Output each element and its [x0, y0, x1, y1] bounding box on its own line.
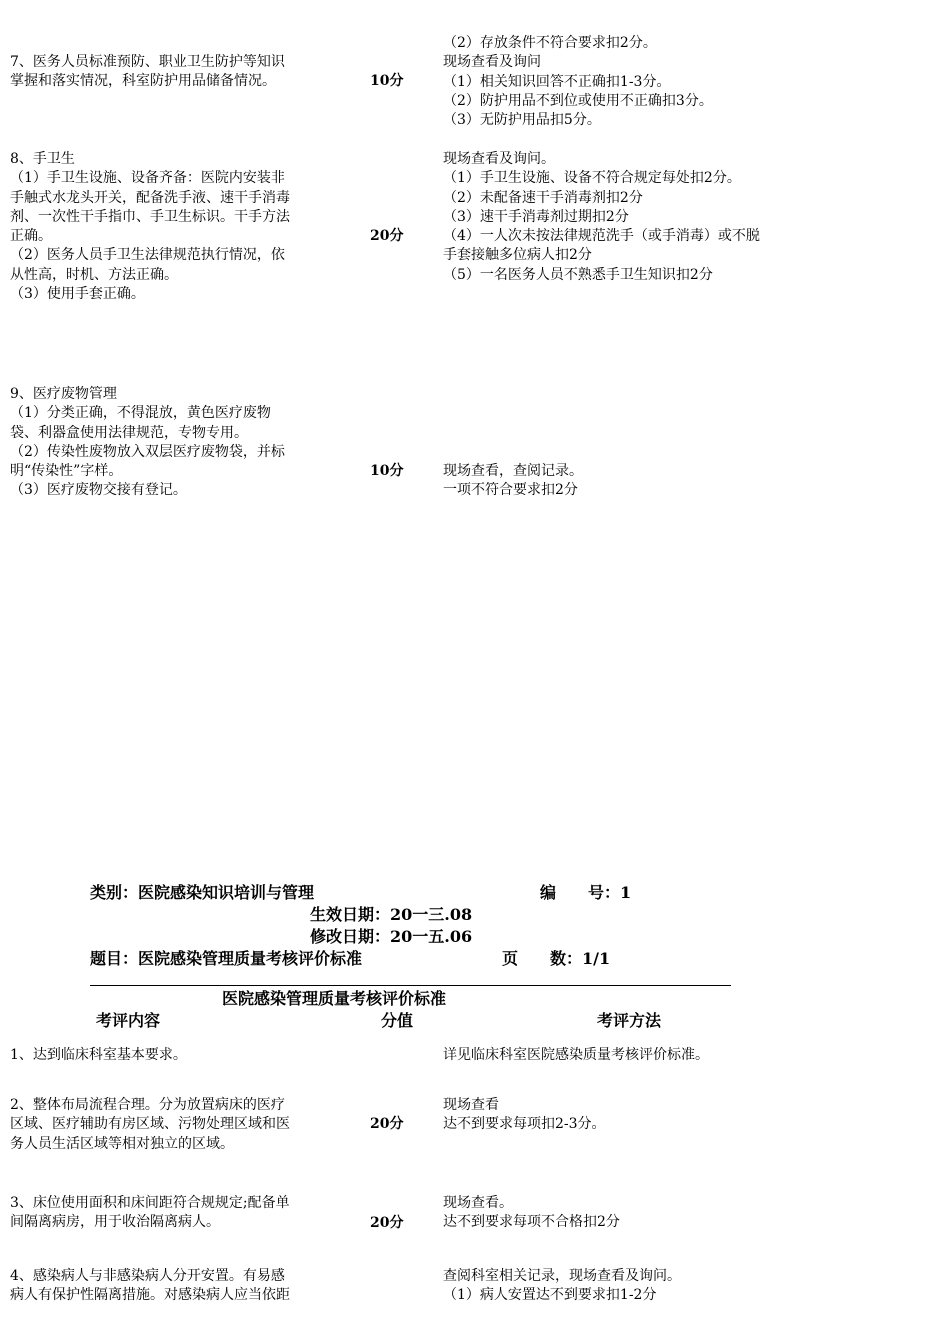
row4-content: 4、感染病人与非感染病人分开安置。有易感 病人有保护性隔离措施。对感染病人应当依距	[10, 1268, 290, 1304]
doc-pages: 页 数：1/1	[502, 949, 611, 968]
row3-score: 20分	[370, 1215, 404, 1231]
table-title: 医院感染管理质量考核评价标准	[222, 989, 447, 1008]
row3-method: 现场查看。 达不到要求每项不合格扣2分	[443, 1195, 620, 1231]
column-header-content: 考评内容	[96, 1011, 161, 1030]
row4-method: 查阅科室相关记录，现场查看及询问。 （1）病人安置达不到要求扣1-2分	[443, 1268, 681, 1304]
row2-method: 现场查看 达不到要求每项扣2-3分。	[443, 1097, 606, 1133]
header-divider	[90, 985, 731, 986]
row8-score: 20分	[370, 228, 404, 244]
row9-content: 9、医疗废物管理 （1）分类正确，不得混放，黄色医疗废物 袋、利器盒使用法律规范，专物专用。 （2）传染性废物放入双层医疗废物袋，并标 明“传染性”字样。 （3）医疗废物交接有登记。	[10, 386, 285, 499]
row8-content: 8、手卫生 （1）手卫生设施、设备齐备：医院内安装非 手触式水龙头开关，配备洗手液、速干手消毒 剂、一次性干手指巾、手卫生标识。干手方法 正确。 （2）医务人员手卫生法律规范执行情况，依 从性高，时机、方法正确。 （3）使用手套正确。	[10, 151, 290, 303]
column-header-method: 考评方法	[597, 1011, 662, 1030]
row1-method: 详见临床科室医院感染质量考核评价标准。	[443, 1047, 709, 1063]
column-header-score: 分值	[381, 1011, 414, 1030]
row2-content: 2、整体布局流程合理。分为放置病床的医疗 区域、医疗辅助有房区域、污物处理区域和医 务人员生活区域等相对独立的区域。	[10, 1097, 290, 1152]
row2-score: 20分	[370, 1116, 404, 1132]
doc-revised-date: 修改日期：20一五.06	[310, 927, 473, 946]
doc-category: 类别：医院感染知识培训与管理	[90, 883, 315, 902]
row9-score: 10分	[370, 463, 404, 479]
doc-subject: 题目：医院感染管理质量考核评价标准	[90, 949, 363, 968]
row1-content: 1、达到临床科室基本要求。	[10, 1047, 187, 1063]
row7-score: 10分	[370, 73, 404, 89]
row7-method: （2）存放条件不符合要求扣2分。 现场查看及询问 （1）相关知识回答不正确扣1-3分。 （2）防护用品不到位或使用不正确扣3分。 （3）无防护用品扣5分。	[443, 35, 713, 129]
row9-method: 现场查看，查阅记录。 一项不符合要求扣2分	[443, 463, 583, 499]
row7-content: 7、医务人员标准预防、职业卫生防护等知识 掌握和落实情况，科室防护用品储备情况。	[10, 54, 285, 90]
row3-content: 3、床位使用面积和床间距符合规规定;配备单 间隔离病房，用于收治隔离病人。	[10, 1195, 290, 1231]
doc-number: 编 号：1	[540, 883, 632, 902]
doc-effective-date: 生效日期：20一三.08	[310, 905, 473, 924]
row8-method: 现场查看及询问。 （1）手卫生设施、设备不符合规定每处扣2分。 （2）未配备速干手消毒剂扣2分 （3）速干手消毒剂过期扣2分 （4）一人次未按法律规范洗手（或手消毒）或不脱 手套接触多位病人扣2分 （5）一名医务人员不熟悉手卫生知识扣2分	[443, 151, 760, 283]
